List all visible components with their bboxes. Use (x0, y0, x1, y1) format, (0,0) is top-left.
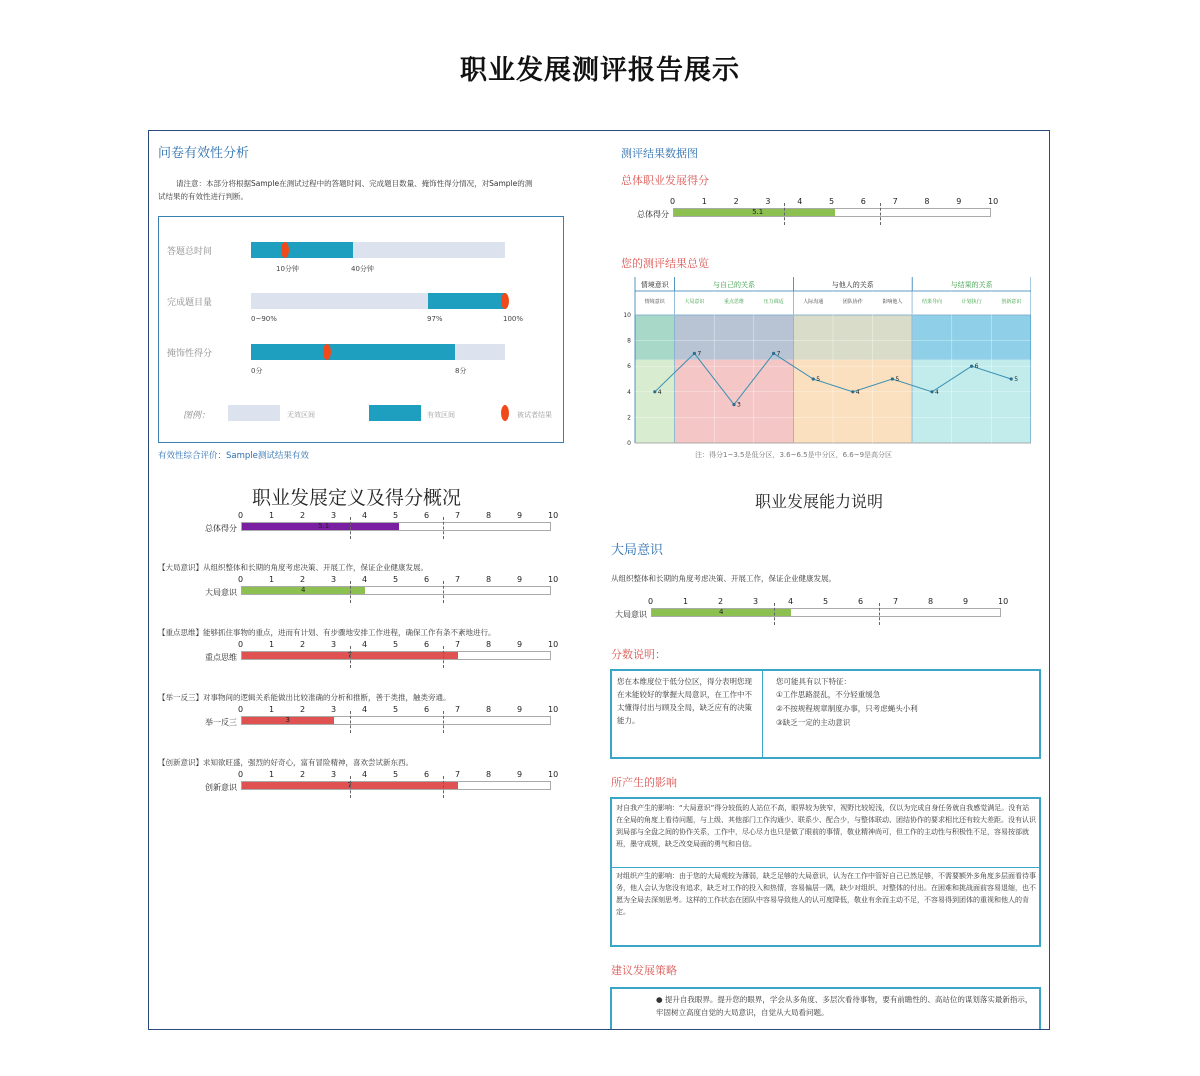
scale-tick-label: 9 (517, 511, 523, 520)
score-point (693, 352, 696, 355)
validity-box (158, 216, 564, 443)
scale-tick-label: 3 (331, 575, 337, 584)
strategy-heading: 建议发展策略 (611, 964, 677, 977)
scale-tick-label: 8 (486, 575, 492, 584)
sub-item-label: 情境意识 (644, 299, 665, 305)
score-value-label: 7 (776, 350, 781, 358)
score-right-title: 您可能具有以下特征： (776, 677, 851, 686)
scale-tick-label: 8 (486, 511, 492, 520)
overview-note: 注：得分1~3.5是低分区，3.6~6.5是中分区，6.6~9是高分区 (695, 451, 893, 459)
validity-fill (428, 293, 505, 309)
legend-label: 图例： (183, 411, 211, 421)
zone-divider (350, 581, 351, 603)
scale-tick-label: 1 (269, 770, 275, 779)
score-left-text: 您在本维度位于低分位区，得分表明您现在未能较好的掌握大局意识，在工作中不太懂得付出与顾及全局，缺乏应有的决策能力。 (617, 677, 752, 725)
validity-tick: 97% (427, 315, 443, 323)
y-tick-label: 4 (627, 388, 631, 396)
scale-tick-label: 3 (331, 705, 337, 714)
overview-heading: 您的测评结果总览 (621, 257, 709, 270)
scale-tick-label: 2 (300, 705, 306, 714)
scale-label: 举一反三 (205, 718, 237, 727)
strategy-box (610, 987, 1041, 1030)
score-value-label: 4 (855, 388, 860, 396)
scale-tick-label: 5 (393, 770, 399, 779)
scale-tick-label: 5 (393, 511, 399, 520)
y-tick-label: 6 (627, 363, 631, 371)
scale-tick-label: 3 (331, 640, 337, 649)
scale-value-label: 3 (285, 716, 290, 724)
score-divider (762, 671, 763, 757)
scale-tick-label: 5 (393, 640, 399, 649)
scale-track (241, 586, 551, 595)
scale-tick-label: 5 (829, 197, 835, 206)
validity-summary: 有效性综合评价：Sample测试结果有效 (158, 451, 309, 461)
validity-tick: 100% (503, 315, 524, 323)
score-heading: 分数说明： (611, 648, 666, 661)
overview-chart (619, 277, 1031, 463)
validity-row-label: 完成题目量 (167, 298, 213, 308)
definition-desc: 【大局意识】从组织整体和长期的角度考虑决策、开展工作，保证企业健康发展。 (158, 563, 428, 572)
scale-tick-label: 2 (718, 597, 724, 606)
scale-tick-label: 1 (269, 640, 275, 649)
scale-tick-label: 7 (455, 511, 461, 520)
high-zone (912, 315, 1031, 360)
score-value-label: 7 (697, 350, 702, 358)
scale-tick-label: 0 (238, 511, 244, 520)
result-marker (501, 293, 509, 309)
scale-track (241, 522, 551, 531)
y-tick-label: 8 (627, 337, 631, 345)
validity-row-label: 答题总时间 (167, 247, 213, 257)
scale-tick-label: 0 (238, 770, 244, 779)
page-title: 职业发展测评报告展示 (460, 55, 740, 86)
scale-track (241, 651, 551, 660)
scale-tick-label: 6 (424, 640, 430, 649)
scale-tick-label: 1 (269, 705, 275, 714)
zone-divider (443, 581, 444, 603)
definition-desc: 【创新意识】求知欲旺盛，强烈的好奇心，富有冒险精神，喜欢尝试新东西。 (158, 758, 413, 767)
validity-tick: 0分 (251, 367, 263, 375)
scale-track (673, 208, 991, 217)
ability-item-title: 大局意识 (611, 543, 664, 558)
scale-tick-label: 8 (924, 197, 930, 206)
score-value-label: 5 (816, 376, 821, 383)
scale-tick-label: 7 (455, 770, 461, 779)
scale-tick-label: 8 (486, 770, 492, 779)
legend-invalid-swatch (228, 405, 280, 421)
scale-tick-label: 10 (988, 197, 999, 206)
score-value-label: 4 (935, 388, 939, 396)
zone-divider (879, 603, 880, 625)
scale-tick-label: 9 (963, 597, 969, 606)
legend-result-label: 被试者结果 (517, 411, 552, 419)
score-value-label: 4 (657, 388, 662, 396)
score-right-item: ①工作思路混乱，不分轻重缓急 (776, 690, 881, 699)
scale-tick-label: 6 (424, 770, 430, 779)
zone-divider (443, 646, 444, 668)
score-point (772, 352, 775, 355)
scale-tick-label: 10 (998, 597, 1009, 606)
score-value-label: 5 (1014, 376, 1019, 383)
validity-heading: 问卷有效性分析 (158, 146, 250, 161)
scale-label: 大局意识 (615, 610, 647, 619)
result-marker (281, 242, 289, 258)
validity-tick: 40分钟 (351, 265, 374, 273)
results-heading: 测评结果数据图 (621, 147, 698, 160)
score-value-label: 3 (737, 401, 741, 409)
scale-tick-label: 3 (331, 511, 337, 520)
scale-tick-label: 7 (893, 597, 899, 606)
scale-tick-label: 9 (517, 770, 523, 779)
group-label: 与他人的关系 (831, 281, 874, 289)
validity-tick: 10分钟 (276, 265, 299, 273)
scale-tick-label: 4 (362, 705, 368, 714)
scale-tick-label: 5 (823, 597, 829, 606)
sub-item-label: 结果导向 (921, 299, 943, 305)
zone-divider (350, 517, 351, 539)
scale-tick-label: 6 (858, 597, 864, 606)
scale-tick-label: 8 (486, 705, 492, 714)
score-value-label: 5 (895, 376, 900, 383)
scale-label: 总体得分 (205, 524, 237, 533)
impact-self-text: 对自我产生的影响：“大局意识”得分较低的人站位不高，眼界较为狭窄，视野比较短浅，仅以为完成自身任务就自我感觉满足。没有站在全局的角度上看待问题，与上级、其他部门工作沟通少、联系少、配合少，与整体联动、团结协作的要求相比还有较大差距。没有认识到局部与全盘之间的协作关系，工作中，尽心尽力也只是做了眼前的事情，敬业精神尚可，但工作的主动性与积极性不足，容易按部就班，墨守成规，缺乏改变局面的勇气和自信。 (616, 804, 1036, 848)
scale-tick-label: 7 (455, 705, 461, 714)
scale-tick-label: 6 (860, 197, 866, 206)
scale-tick-label: 5 (393, 705, 399, 714)
report-frame (148, 130, 1050, 1030)
impact-heading: 所产生的影响 (611, 776, 677, 789)
validity-tick: 0~90% (251, 315, 277, 323)
score-right-item: ③缺乏一定的主动意识 (776, 718, 851, 727)
score-point (812, 377, 815, 380)
score-point (732, 403, 735, 406)
validity-fill (251, 344, 455, 360)
scale-tick-label: 10 (548, 575, 559, 584)
scale-tick-label: 4 (362, 770, 368, 779)
scale-tick-label: 9 (517, 640, 523, 649)
scale-tick-label: 4 (362, 640, 368, 649)
score-value-label: 6 (974, 363, 979, 371)
scale-tick-label: 4 (788, 597, 794, 606)
scale-tick-label: 9 (517, 575, 523, 584)
scale-value-label: 4 (719, 608, 724, 616)
zone-divider (347, 646, 352, 668)
scale-label: 创新意识 (205, 783, 237, 792)
sub-item-label: 重点思维 (723, 299, 745, 305)
scale-tick-label: 4 (362, 511, 368, 520)
scale-value-label: 5.1 (752, 208, 764, 216)
score-point (653, 390, 656, 393)
zone-divider (443, 711, 444, 733)
scale-tick-label: 4 (362, 575, 368, 584)
scale-tick-label: 0 (238, 575, 244, 584)
scale-tick-label: 3 (753, 597, 759, 606)
definition-desc: 【举一反三】对事物间的逻辑关系能做出比较准确的分析和推断，善于类推，触类旁通。 (158, 693, 451, 702)
scale-tick-label: 0 (670, 197, 676, 206)
sub-item-label: 大局意识 (684, 299, 705, 305)
scale-tick-label: 2 (300, 640, 306, 649)
ability-heading: 职业发展能力说明 (755, 492, 884, 511)
scale-tick-label: 2 (300, 511, 306, 520)
score-point (891, 377, 894, 380)
scale-tick-label: 1 (269, 575, 275, 584)
impact-box (610, 797, 1041, 947)
scale-label: 重点思维 (205, 653, 237, 662)
scale-tick-label: 8 (928, 597, 934, 606)
scale-tick-label: 7 (455, 640, 461, 649)
zone-divider (774, 603, 775, 625)
scale-tick-label: 10 (548, 705, 559, 714)
sub-item-label: 影响他人 (882, 299, 903, 305)
sub-item-label: 人际沟通 (803, 299, 824, 305)
scale-value-label: 7 (347, 781, 352, 789)
validity-tick: 8分 (455, 367, 467, 375)
scale-label: 总体得分 (637, 210, 669, 219)
score-point (930, 390, 933, 393)
validity-note: 请注意：本部分将根据Sample在测试过程中的答题时间、完成题目数量、掩饰性得分情况，对Sample的测试结果的有效性进行判断。 (158, 179, 533, 201)
scale-track (651, 608, 1001, 617)
sub-item-label: 团队协作 (842, 299, 863, 305)
scale-tick-label: 0 (648, 597, 654, 606)
mid-zone (635, 360, 675, 443)
scale-tick-label: 6 (424, 575, 430, 584)
scale-tick-label: 8 (486, 640, 492, 649)
strategy-text: ● 提升自我眼界。提升您的眼界，学会从多角度、多层次看待事物，要有前瞻性的、高站位的谋划落实最新指示，牢固树立高度自觉的大局意识，自觉从大局看问题。 (656, 995, 1033, 1017)
scale-tick-label: 0 (238, 640, 244, 649)
validity-row-label: 掩饰性得分 (167, 349, 213, 359)
zone-divider (347, 776, 352, 798)
high-zone (675, 315, 794, 360)
scale-tick-label: 9 (517, 705, 523, 714)
scale-tick-label: 1 (269, 511, 275, 520)
score-point (970, 365, 973, 368)
legend-result-marker (501, 405, 509, 421)
scale-tick-label: 10 (548, 640, 559, 649)
scale-tick-label: 0 (238, 705, 244, 714)
scale-value-label: 4 (301, 586, 306, 594)
legend-valid-label: 有效区间 (427, 411, 455, 419)
scale-track (241, 716, 551, 725)
ability-item-desc: 从组织整体和长期的角度考虑决策、开展工作，保证企业健康发展。 (611, 574, 836, 583)
scale-value-label: 5.1 (318, 522, 330, 530)
scale-tick-label: 1 (701, 197, 707, 206)
group-label: 与自己的关系 (713, 281, 755, 289)
scale-tick-label: 3 (765, 197, 771, 206)
scale-tick-label: 2 (733, 197, 739, 206)
scale-tick-label: 10 (548, 770, 559, 779)
result-marker (323, 344, 331, 360)
legend-valid-swatch (369, 405, 421, 421)
scale-tick-label: 4 (797, 197, 803, 206)
definitions-heading: 职业发展定义及得分概况 (252, 487, 462, 509)
zone-divider (350, 711, 351, 733)
high-zone (635, 315, 675, 360)
mid-zone (793, 360, 912, 443)
definition-desc: 【重点思维】能够抓住事物的重点，进而有计划、有步骤地安排工作进程，确保工作有条不紊地进行。 (158, 628, 496, 637)
zone-divider (443, 776, 444, 798)
high-zone (793, 315, 912, 360)
y-tick-label: 2 (627, 414, 631, 422)
total-heading: 总体职业发展得分 (621, 174, 709, 187)
scale-tick-label: 7 (892, 197, 898, 206)
sub-item-label: 计划执行 (961, 299, 982, 305)
score-right-item: ②不按规程规章制度办事，只考虑蝇头小利 (776, 704, 918, 713)
score-point (851, 390, 854, 393)
validity-fill (251, 242, 353, 258)
scale-tick-label: 10 (548, 511, 559, 520)
impact-org-text: 对组织产生的影响：由于您的大局观较为薄弱，缺乏足够的大局意识，认为在工作中管好自己已然足够，不需要额外多角度多层面看待事务，他人会认为您没有追求，缺乏对工作的投入和热情，容易偏居一隅，缺少对组织、对整体的付出。在困难和挑战面前容易退缩，也不愿为全局去深刻思考。这样的工作状态在团队中容易导致他人的认可度降低，敬业有余而主动不足，不容易得到团体的重视和他人的肯定。 (616, 872, 1036, 916)
scale-tick-label: 9 (956, 197, 962, 206)
y-tick-label: 0 (627, 440, 631, 447)
scale-tick-label: 7 (455, 575, 461, 584)
impact-divider (612, 867, 1039, 868)
group-label: 情境意识 (640, 281, 669, 289)
mid-zone (912, 360, 1031, 443)
scale-tick-label: 6 (424, 511, 430, 520)
sub-item-label: 压力调适 (763, 299, 784, 305)
zone-divider (443, 517, 444, 539)
score-point (1010, 377, 1013, 380)
scale-tick-label: 2 (300, 770, 306, 779)
scale-track (241, 781, 551, 790)
y-tick-label: 10 (623, 312, 631, 319)
zone-divider (784, 203, 785, 225)
scale-tick-label: 2 (300, 575, 306, 584)
legend-invalid-label: 无效区间 (287, 411, 315, 419)
scale-tick-label: 6 (424, 705, 430, 714)
scale-tick-label: 1 (683, 597, 689, 606)
zone-divider (880, 203, 881, 225)
scale-value-label: 7 (347, 651, 352, 659)
scale-tick-label: 5 (393, 575, 399, 584)
scale-tick-label: 3 (331, 770, 337, 779)
mid-zone (675, 360, 794, 443)
scale-label: 大局意识 (205, 588, 237, 597)
sub-item-label: 创新意识 (1001, 299, 1022, 305)
group-label: 与结果的关系 (950, 281, 993, 289)
score-box (610, 669, 1041, 759)
